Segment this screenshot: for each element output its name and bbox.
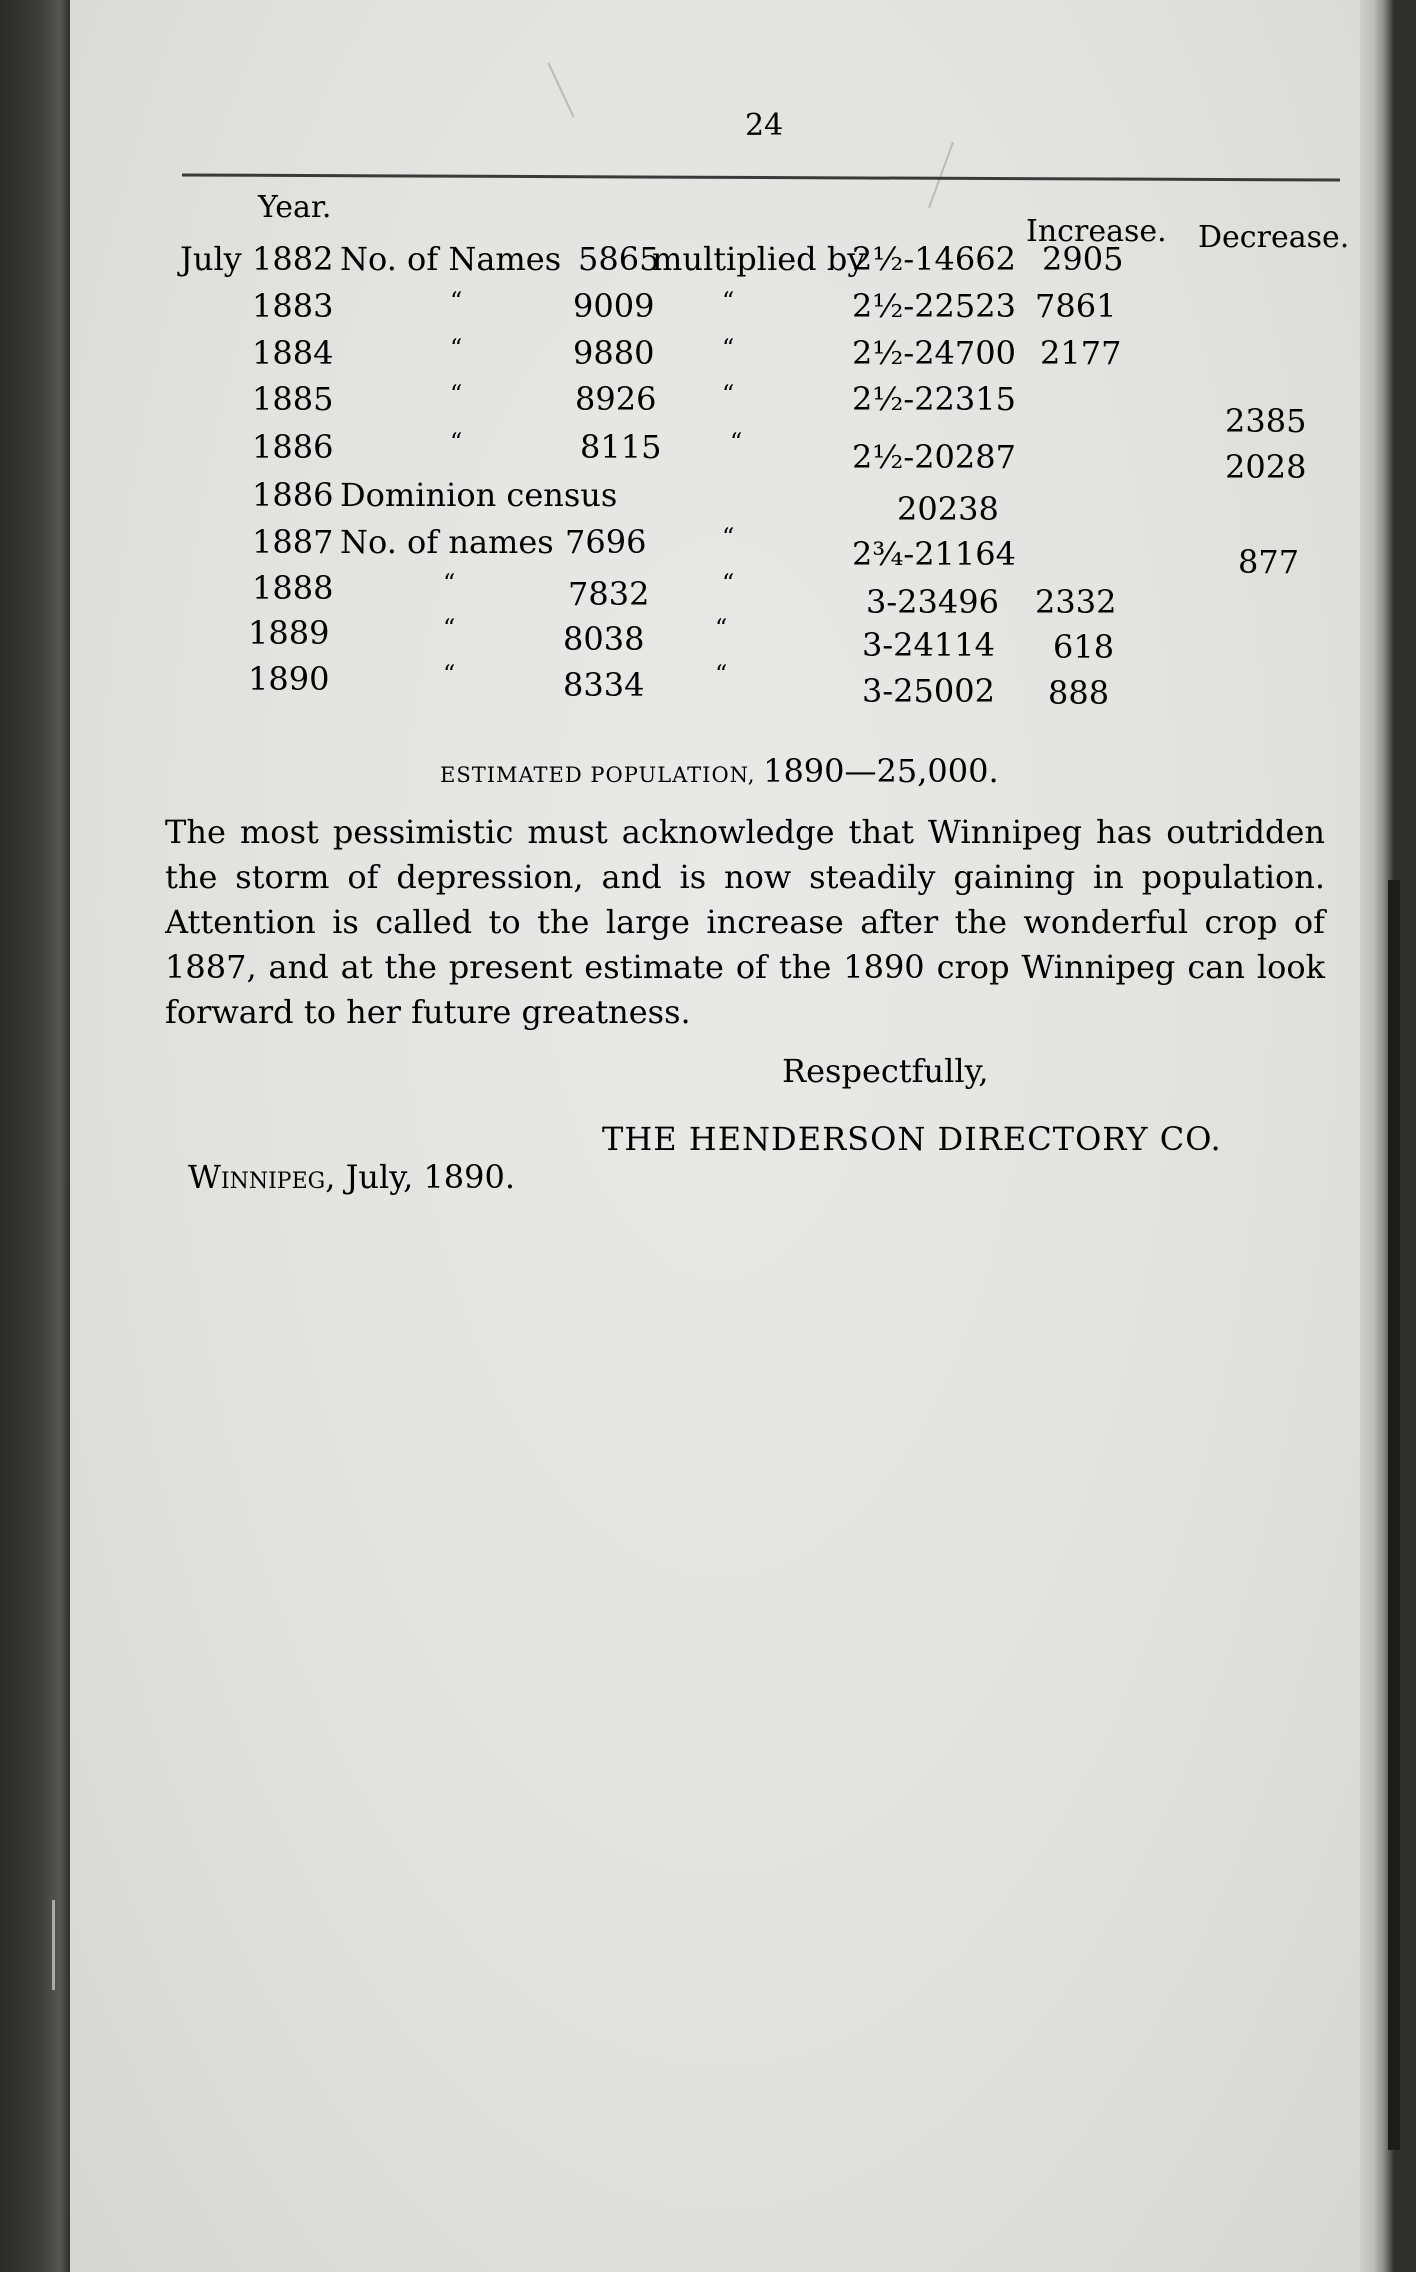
- paper-tear-mark: [52, 1900, 55, 1990]
- dateline-place: Winnipeg,: [188, 1158, 336, 1196]
- row-year: 1886: [252, 476, 334, 514]
- row-year: 1884: [252, 334, 334, 372]
- row-year: 1889: [248, 614, 330, 652]
- row-formula: 3-24114: [862, 626, 995, 664]
- row-decrease: 877: [1238, 543, 1300, 581]
- row-multiplier-text: multiplied by: [652, 240, 866, 278]
- ditto-mark: “: [722, 569, 735, 597]
- row-formula: 20238: [897, 490, 999, 528]
- body-paragraph: The most pessimistic must acknowledge that Winnipeg has outridden the storm of depression, and is now steadily gaining in population. Attention is called to the large increase after the wonderful crop of 1887, and at the present estimate of the 1890 crop Winnipeg can look forward to her future greatness.: [165, 813, 1325, 1031]
- row-formula: 2½-14662: [852, 240, 1016, 278]
- ditto-mark: “: [450, 380, 463, 408]
- ditto-mark: “: [730, 428, 743, 456]
- row-year: 1882: [252, 240, 334, 278]
- table-row: [0, 476, 1416, 528]
- row-count: 9009: [573, 287, 655, 325]
- row-prefix: July: [180, 240, 242, 278]
- row-formula: 2½-22315: [852, 380, 1016, 418]
- row-label: No. of Names: [340, 240, 562, 278]
- row-formula: 3-25002: [862, 672, 995, 710]
- decrease-header: Decrease.: [1198, 220, 1350, 255]
- ditto-mark: “: [715, 614, 728, 642]
- table-row: [0, 240, 1416, 286]
- ditto-mark: “: [722, 523, 735, 551]
- row-count: 9880: [573, 334, 655, 372]
- row-year: 1888: [252, 569, 334, 607]
- dateline: [188, 1158, 515, 1196]
- increase-header: Increase.: [1026, 214, 1167, 249]
- estimate-value: 1890—25,000.: [763, 752, 999, 790]
- row-increase: 2905: [1042, 240, 1124, 278]
- row-label: Dominion census: [340, 476, 618, 514]
- ditto-mark: “: [722, 287, 735, 315]
- ditto-mark: “: [715, 660, 728, 688]
- row-increase: 2177: [1040, 334, 1122, 372]
- row-increase: 7861: [1035, 287, 1117, 325]
- table-row: [0, 660, 1416, 712]
- row-formula: 2½-24700: [852, 334, 1016, 372]
- row-count: 7696: [565, 523, 647, 561]
- row-count: 8334: [563, 666, 645, 704]
- row-increase: 618: [1053, 628, 1115, 666]
- dateline-date: July, 1890.: [345, 1158, 516, 1196]
- year-header: Year.: [258, 190, 332, 225]
- row-year: 1885: [252, 380, 334, 418]
- row-year: 1886: [252, 428, 334, 466]
- row-year: 1883: [252, 287, 334, 325]
- row-count: 8926: [575, 380, 657, 418]
- row-formula: 2½-22523: [852, 287, 1016, 325]
- ditto-mark: “: [450, 287, 463, 315]
- company-signature: THE HENDERSON DIRECTORY CO.: [602, 1120, 1222, 1158]
- table-row: [0, 287, 1416, 333]
- page-number: 24: [745, 108, 784, 143]
- table-row: [0, 380, 1416, 440]
- row-year: 1890: [248, 660, 330, 698]
- estimate-label: ESTIMATED POPULATION,: [440, 763, 756, 787]
- table-row: [0, 428, 1416, 486]
- row-increase: 888: [1048, 674, 1110, 712]
- row-decrease: 2028: [1225, 448, 1307, 486]
- estimated-population: [440, 752, 999, 790]
- ditto-mark: “: [450, 334, 463, 362]
- row-formula: 2¾-21164: [852, 535, 1016, 573]
- row-label: No. of names: [340, 523, 554, 561]
- row-decrease: 2385: [1225, 402, 1307, 440]
- ditto-mark: “: [443, 614, 456, 642]
- row-count: 5865: [578, 240, 660, 278]
- row-count: 8115: [580, 428, 662, 466]
- table-row: [0, 523, 1416, 581]
- table-row: [0, 334, 1416, 380]
- row-count: 8038: [563, 620, 645, 658]
- ditto-mark: “: [722, 380, 735, 408]
- row-increase: 2332: [1035, 583, 1117, 621]
- ditto-mark: “: [443, 660, 456, 688]
- row-count: 7832: [568, 575, 650, 613]
- ditto-mark: “: [722, 334, 735, 362]
- row-formula: 2½-20287: [852, 438, 1016, 476]
- row-year: 1887: [252, 523, 334, 561]
- row-formula: 3-23496: [866, 583, 999, 621]
- ditto-mark: “: [450, 428, 463, 456]
- binding-strip: [1388, 880, 1400, 2150]
- table-row: [0, 569, 1416, 621]
- ditto-mark: “: [443, 569, 456, 597]
- table-row: [0, 614, 1416, 666]
- closing-salutation: Respectfully,: [782, 1052, 989, 1090]
